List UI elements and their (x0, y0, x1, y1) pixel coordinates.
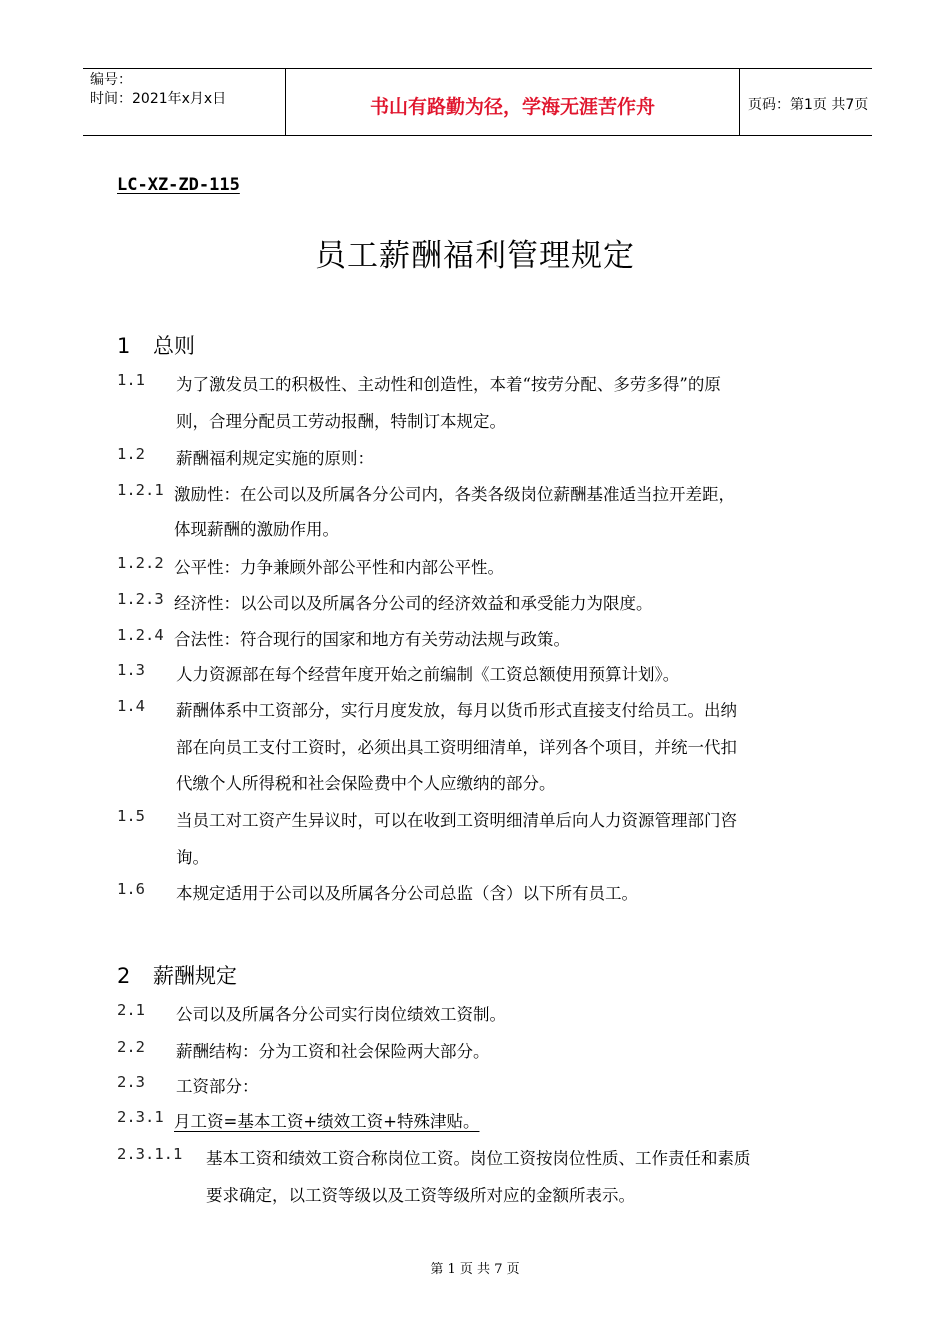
section-title: 总则 (153, 334, 195, 358)
item-number: 1.3 (117, 661, 145, 679)
section-number: 2 (117, 964, 131, 988)
item-text: 薪酬体系中工资部分，实行月度发放，每月以货币形式直接支付给员工。出纳 (176, 701, 737, 720)
section-number: 1 (117, 334, 131, 358)
item-number: 1.2.1 (117, 481, 164, 499)
item-number: 1.4 (117, 697, 145, 715)
item-text: 基本工资和绩效工资合称岗位工资。岗位工资按岗位性质、工作责任和素质 (206, 1149, 751, 1168)
header-meta-cell (83, 69, 285, 135)
item-text: 工资部分： (176, 1077, 259, 1096)
item-text: 人力资源部在每个经营年度开始之前编制《工资总额使用预算计划》。 (176, 665, 680, 684)
item-text: 公司以及所属各分公司实行岗位绩效工资制。 (176, 1005, 506, 1024)
item-number: 1.1 (117, 371, 145, 389)
section-heading-2 (117, 960, 237, 990)
item-number: 2.2 (117, 1038, 145, 1056)
header-motto: 书山有路勤为径，学海无涯苦作舟 (369, 96, 655, 118)
item-text-continued: 询。 (176, 848, 209, 867)
item-number: 2.3.1 (117, 1108, 164, 1126)
header-page-code: 页码：第1页 共7页 (748, 97, 869, 113)
item-text-continued: 要求确定，以工资等级以及工资等级所对应的金额所表示。 (206, 1186, 635, 1205)
item-text: 月工资=基本工资+绩效工资+特殊津贴。 (174, 1112, 480, 1131)
item-text: 激励性：在公司以及所属各分公司内，各类各级岗位薪酬基准适当拉开差距， (174, 485, 735, 504)
section-heading-1 (117, 330, 195, 360)
item-text: 本规定适用于公司以及所属各分公司总监（含）以下所有员工。 (176, 884, 638, 903)
item-text: 公平性：力争兼顾外部公平性和内部公平性。 (174, 558, 504, 577)
item-number: 1.2.2 (117, 554, 164, 572)
document-code: LC-XZ-ZD-115 (117, 175, 240, 195)
item-text: 薪酬结构：分为工资和社会保险两大部分。 (176, 1042, 490, 1061)
item-number: 1.2 (117, 445, 145, 463)
item-text: 经济性：以公司以及所属各分公司的经济效益和承受能力为限度。 (174, 594, 653, 613)
item-text: 薪酬福利规定实施的原则： (176, 449, 374, 468)
page-header (83, 68, 872, 136)
item-text-continued: 体现薪酬的激励作用。 (174, 520, 339, 539)
item-text-continued: 部在向员工支付工资时，必须出具工资明细清单，详列各个项目，并统一代扣 (176, 738, 737, 757)
document-number-label: 编号： (90, 72, 132, 88)
item-text-continued: 则，合理分配员工劳动报酬，特制订本规定。 (176, 412, 506, 431)
item-number: 1.2.4 (117, 626, 164, 644)
section-title: 薪酬规定 (153, 964, 237, 988)
page-footer: 第 1 页 共 7 页 (430, 1262, 520, 1277)
item-number: 1.2.3 (117, 590, 164, 608)
item-text: 合法性：符合现行的国家和地方有关劳动法规与政策。 (174, 630, 570, 649)
item-number: 1.5 (117, 807, 145, 825)
item-text-continued: 代缴个人所得税和社会保险费中个人应缴纳的部分。 (176, 774, 556, 793)
page-title: 员工薪酬福利管理规定 (315, 238, 635, 274)
header-page-cell (740, 69, 872, 135)
item-number: 2.3.1.1 (117, 1145, 183, 1163)
item-text: 当员工对工资产生异议时，可以在收到工资明细清单后向人力资源管理部门咨 (176, 811, 737, 830)
document-time-label: 时间：2021年x月x日 (90, 91, 227, 107)
item-number: 1.6 (117, 880, 145, 898)
header-motto-cell (285, 69, 740, 135)
item-number: 2.1 (117, 1001, 145, 1019)
item-text: 为了激发员工的积极性、主动性和创造性，本着“按劳分配、多劳多得”的原 (176, 375, 721, 394)
item-number: 2.3 (117, 1073, 145, 1091)
